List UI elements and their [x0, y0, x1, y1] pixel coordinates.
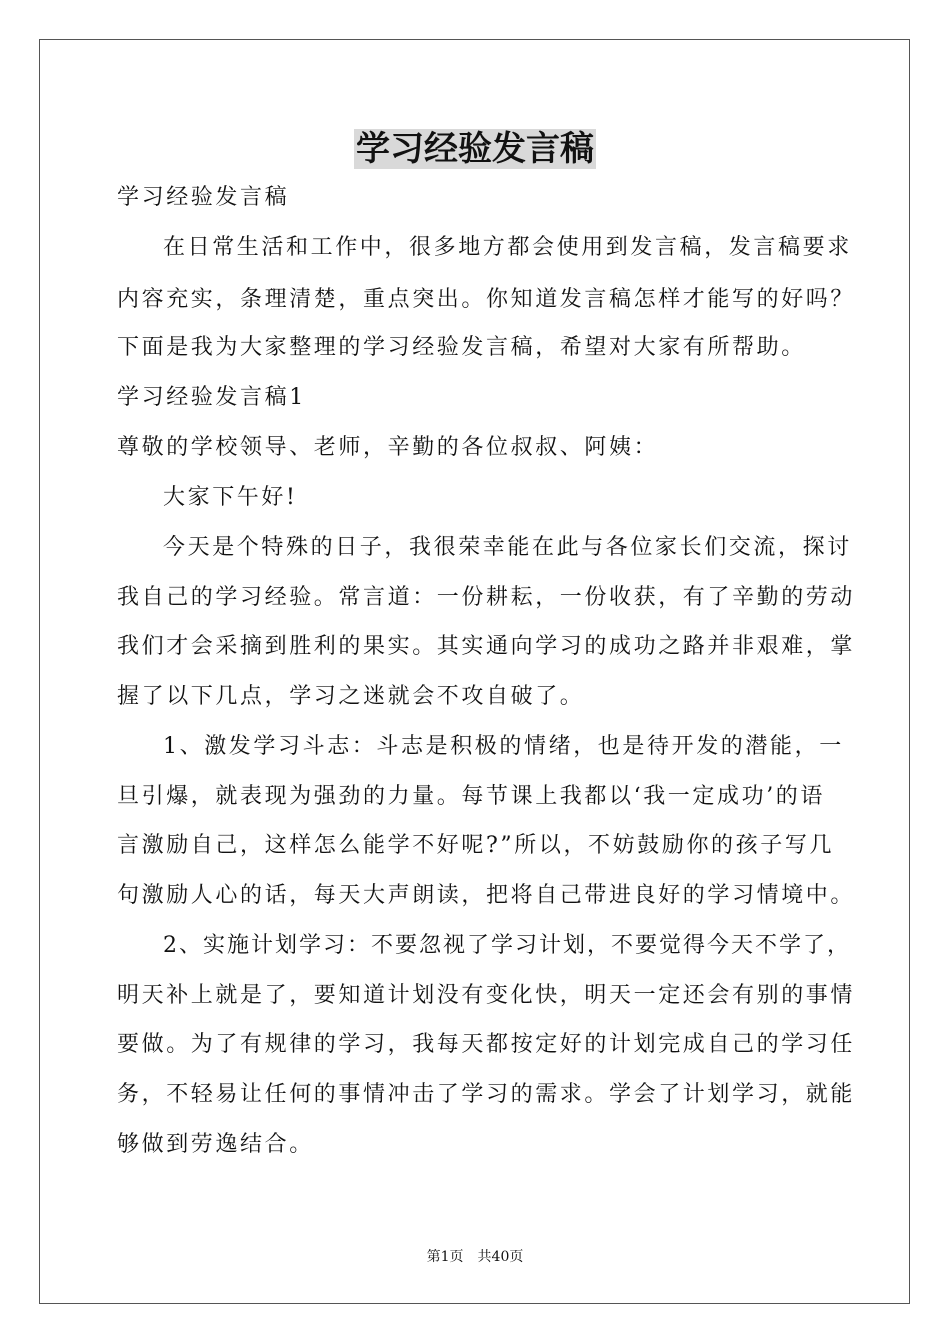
greeting-line: 大家下午好! — [163, 485, 298, 510]
paragraph-line: 2、实施计划学习：不要忽视了学习计划，不要觉得今天不学了， — [163, 933, 851, 958]
page-frame — [39, 39, 910, 1304]
subtitle-line: 学习经验发言稿 — [117, 185, 290, 210]
paragraph-line: 务，不轻易让任何的事情冲击了学习的需求。学会了计划学习，就能 — [117, 1082, 856, 1107]
salutation-line: 尊敬的学校领导、老师，辛勤的各位叔叔、阿姨： — [117, 435, 659, 460]
paragraph-line: 今天是个特殊的日子，我很荣幸能在此与各位家长们交流，探讨 — [163, 535, 852, 560]
paragraph-line: 言激励自己，这样怎么能学不好呢?”所以，不妨鼓励你的孩子写几 — [117, 833, 835, 858]
paragraph-line: 在日常生活和工作中，很多地方都会使用到发言稿，发言稿要求 — [163, 235, 852, 260]
paragraph-line: 内容充实，条理清楚，重点突出。你知道发言稿怎样才能写的好吗？ — [117, 287, 856, 312]
paragraph-line: 1、激发学习斗志：斗志是积极的情绪，也是待开发的潜能，一 — [163, 734, 844, 759]
section-heading: 学习经验发言稿1 — [117, 385, 306, 410]
paragraph-line: 明天补上就是了，要知道计划没有变化快，明天一定还会有别的事情 — [117, 983, 856, 1008]
paragraph-line: 旦引爆，就表现为强劲的力量。每节课上我都以‘我一定成功’的语 — [117, 784, 825, 809]
paragraph-line: 我自己的学习经验。常言道：一份耕耘，一份收获，有了辛勤的劳动 — [117, 585, 856, 610]
paragraph-line: 我们才会采摘到胜利的果实。其实通向学习的成功之路并非艰难，掌 — [117, 634, 856, 659]
document-title: 学习经验发言稿 — [356, 129, 594, 169]
paragraph-line: 句激励人心的话，每天大声朗读，把将自己带进良好的学习情境中。 — [117, 883, 856, 908]
paragraph-line: 握了以下几点，学习之迷就会不攻自破了。 — [117, 684, 585, 709]
paragraph-line: 够做到劳逸结合。 — [117, 1132, 314, 1157]
paragraph-line: 要做。为了有规律的学习，我每天都按定好的计划完成自己的学习任 — [117, 1032, 856, 1057]
page-number-footer: 第1页 共40页 — [426, 1249, 524, 1265]
paragraph-line: 下面是我为大家整理的学习经验发言稿，希望对大家有所帮助。 — [117, 335, 806, 360]
